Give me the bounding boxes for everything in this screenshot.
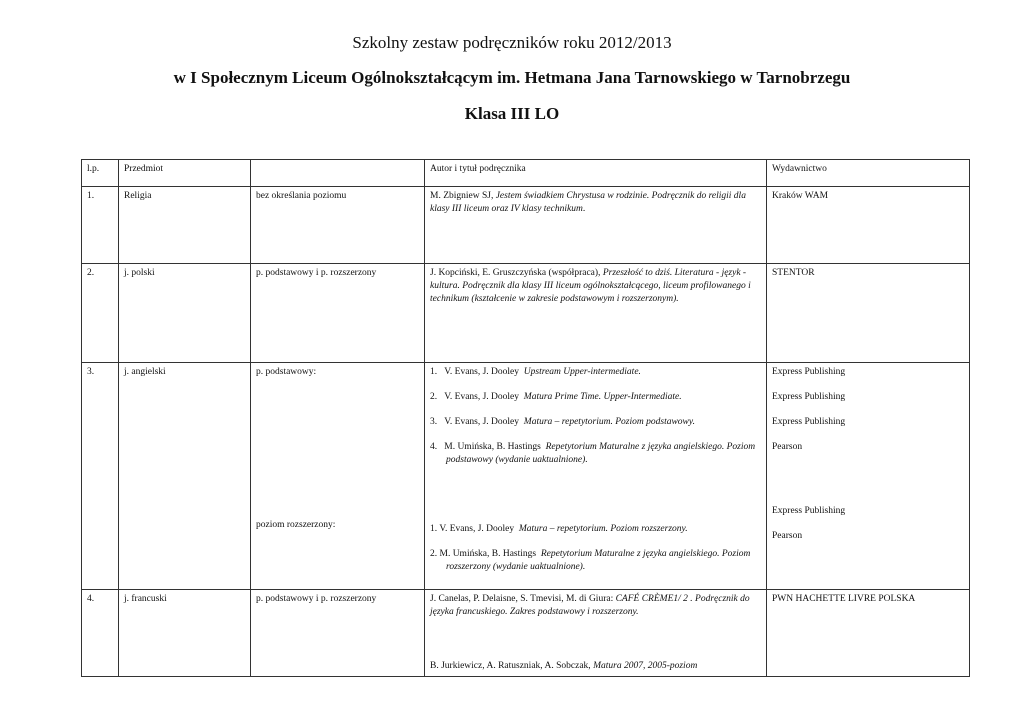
list-item: 2. V. Evans, J. Dooley Matura Prime Time. Upper-Intermediate. (430, 392, 682, 402)
row-publisher: STENTOR (767, 264, 970, 363)
row-publisher: Kraków WAM (767, 187, 970, 264)
header-cell-author-title: Autor i tytuł podręcznika (425, 160, 767, 187)
header-cell-subject: Przedmiot (119, 160, 251, 187)
level-basic: p. podstawowy: (256, 367, 317, 377)
row-subject: j. polski (119, 264, 251, 363)
book-author: M. Zbigniew SJ, (430, 191, 494, 201)
book-title: Przeszłość to dziś. Literatura - język - kultura. Podręcznik dla klasy III liceum ogólnokształcącego, liceum profilowanego i technikum (kształcenie w zakresie podstawowym i rozszerzonym). (430, 268, 751, 304)
row-number: 4. (82, 590, 119, 677)
row-number: 2. (82, 264, 119, 363)
row-level: p. podstawowy i p. rozszerzony (251, 264, 425, 363)
row-number: 3. (82, 363, 119, 590)
basic-book-list (430, 366, 761, 467)
header-cell-publisher: Wydawnictwo (767, 160, 970, 187)
publisher-basic-3: Express Publishing (772, 417, 846, 427)
list-item: 2. M. Umińska, B. Hastings Repetytorium Maturalne z języka angielskiego. Poziom rozszerzony (wydanie uaktualnione). (430, 549, 751, 572)
book-title: CAFÉ CRÈME1/ 2 . Podręcznik do języka francuskiego. Zakres podstawowy i rozszerzony. (430, 594, 750, 617)
table-row (82, 264, 970, 363)
row-book (425, 363, 767, 590)
publisher-basic-1: Express Publishing (772, 367, 846, 377)
header-cell-no: l.p. (82, 160, 119, 187)
list-item: 1. V. Evans, J. Dooley Upstream Upper-intermediate. (430, 367, 641, 377)
extended-book-list (430, 523, 761, 574)
table-row (82, 187, 970, 264)
publisher-basic-4: Pearson (772, 442, 803, 452)
header-cell-level (251, 160, 425, 187)
table-row (82, 590, 970, 677)
list-item: 4. M. Umińska, B. Hastings Repetytorium Maturalne z języka angielskiego. Poziom podstawowy (wydanie uaktualnione). (430, 442, 756, 465)
book-title: Jestem świadkiem Chrystusa w rodzinie. Podręcznik do religii dla klasy III liceum oraz IV klasy technikum (430, 191, 746, 214)
row-book (425, 187, 767, 264)
row-publisher (767, 363, 970, 590)
table-header-row (82, 160, 970, 187)
list-item: 3. V. Evans, J. Dooley Matura – repetytorium. Poziom podstawowy. (430, 417, 695, 427)
row-book (425, 264, 767, 363)
book-author: J. Canelas, P. Delaisne, S. Tmevisi, M. di Giura: (430, 594, 614, 604)
row-level: p. podstawowy i p. rozszerzony (251, 590, 425, 677)
list-item: 1. V. Evans, J. Dooley Matura – repetytorium. Poziom rozszerzony. (430, 524, 688, 534)
book-author-2: B. Jurkiewicz, A. Ratuszniak, A. Sobczak, (430, 661, 591, 671)
publisher-extended-1: Express Publishing (772, 506, 846, 516)
row-book (425, 590, 767, 677)
row-subject: j. francuski (119, 590, 251, 677)
row-publisher: PWN HACHETTE LIVRE POLSKA (767, 590, 970, 677)
book-title-tail: . (582, 204, 586, 214)
class-name: Klasa III LO (464, 104, 560, 123)
document-title: Szkolny zestaw podręczników roku 2012/2013 (352, 33, 672, 52)
row-subject: j. angielski (119, 363, 251, 590)
school-name: w I Społecznym Liceum Ogólnokształcącym im. Hetmana Jana Tarnowskiego w Tarnobrzegu (173, 68, 851, 87)
book-title-2: Matura 2007, 2005-poziom (593, 661, 698, 671)
table-row (82, 363, 970, 590)
row-level: bez określania poziomu (251, 187, 425, 264)
book-author: J. Kopciński, E. Gruszczyńska (współpraca), (430, 268, 601, 278)
publisher-basic-2: Express Publishing (772, 392, 846, 402)
publisher-extended-2: Pearson (772, 531, 803, 541)
level-extended: poziom rozszerzony: (256, 520, 336, 530)
row-subject: Religia (119, 187, 251, 264)
row-number: 1. (82, 187, 119, 264)
row-level (251, 363, 425, 590)
textbook-table (81, 159, 970, 677)
